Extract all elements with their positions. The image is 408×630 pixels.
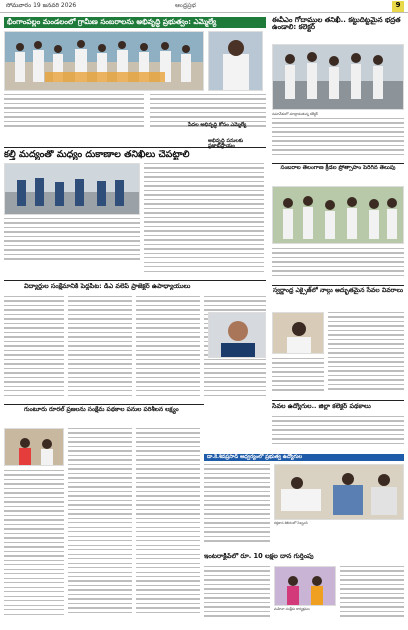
- story4-col1: [4, 296, 64, 404]
- headline-8: గుంటూరు రూరల్ ప్రజలను సంక్షేమ పథకాల పనుల పరిశీలన లక్ష్యం: [24, 406, 179, 413]
- blood-donation-image: [275, 465, 404, 520]
- rural-meeting-image: [5, 429, 64, 466]
- divider: [272, 285, 404, 286]
- sports-event-image: [273, 187, 404, 244]
- headline-9: డా.కె.శివప్రసాద్ ఆధ్వర్యంలో ప్రభుత్వ ఉద్యోగుల: [204, 454, 404, 461]
- story3-photo: [4, 163, 140, 215]
- story9-photo: [274, 464, 404, 520]
- story4-col3: [136, 296, 200, 404]
- headline-1: భీంగాంపల్లం మండలంలో గ్రామీణ సంబరాలను అభివృద్ధి ప్రభుత్వం: ఎమ్మెల్యే: [4, 17, 266, 28]
- story6-col1: [272, 358, 324, 398]
- story6-photo: [272, 312, 324, 354]
- story1-photo-2: [208, 31, 263, 91]
- story1-body: [4, 94, 144, 134]
- issue-date: సోమవారం 19 జనవరి 2026: [6, 2, 77, 9]
- headline-6: స్వర్ణాంధ్ర ఎక్సైజ్‌లో నాల్గు అద్భుతమైన సేవల వివరాలు: [273, 287, 403, 294]
- headline-12: పేదల అభివృద్ధి కోసం ఎమ్మెల్యే: [188, 122, 247, 128]
- women-welfare-image: [275, 567, 336, 606]
- page-number: 9: [392, 1, 404, 12]
- story5-photo: [272, 186, 404, 244]
- story6-col2: [328, 312, 404, 398]
- story1-photo: [4, 31, 204, 91]
- headline-4: విద్యార్థుల సంక్షేమానికి పెద్దపీట: డీఎ వలెప్ ప్రాజెక్టర్ ఉపాధ్యాయులు: [24, 283, 191, 290]
- story8-col1: [4, 470, 64, 626]
- story5-body: [272, 248, 404, 284]
- official-portrait-image: [209, 313, 266, 358]
- leader-photo-image: [209, 32, 263, 91]
- divider: [4, 280, 266, 281]
- story2-body: [272, 118, 404, 162]
- story7-body: [272, 416, 404, 452]
- paper-name: ఆంధ్రప్రభ: [175, 2, 196, 9]
- divider: [4, 404, 204, 405]
- shop-inspection-image: [5, 164, 140, 215]
- headline-5: సంబరాల తెలంగాణ క్రీడల ప్రోత్సాహం పెరిగిన తెలుపు: [280, 165, 396, 171]
- headline-11: అభివృద్ధి పనులకు ప్రజాభిప్రాయం: [208, 138, 244, 150]
- page-header: [0, 0, 408, 13]
- headline-7: సేవల ఉద్యోగుల.. జిల్లా కలెక్టర్ పథకాలు: [272, 403, 371, 410]
- caption-3: రక్తదాన శిబిరంలో సిబ్బంది: [274, 521, 308, 525]
- story10-photo: [274, 566, 336, 606]
- caption-2: సమావేశంలో మాట్లాడుతున్న కలెక్టర్: [272, 112, 318, 116]
- story2-photo: [272, 44, 404, 110]
- caption-4: మహిళా సంక్షేమ కార్యక్రమం: [274, 607, 310, 611]
- story8-col2: [68, 428, 132, 626]
- headline-3: కల్తీ మద్యంతో మధ్యం దుకాణాల తనిఖీలు చేపట్టాలి: [4, 150, 190, 160]
- story10-col3: [340, 566, 404, 626]
- evm-inspection-image: [273, 45, 404, 110]
- story9-col1: [204, 464, 270, 550]
- group-photo-image: [5, 32, 204, 91]
- excise-official-image: [273, 313, 324, 354]
- story4-col2: [68, 296, 132, 404]
- divider: [272, 400, 404, 401]
- portrait-photo: [208, 312, 266, 358]
- story10-col1: [204, 566, 270, 626]
- story3-body: [144, 163, 264, 281]
- story3-body-2: [4, 218, 140, 266]
- divider: [272, 163, 404, 164]
- headline-2: ఈవీఎం గోదాముల తనిఖీ.. కట్టుదిట్టమైన భద్రత ఉండాలి: కలెక్టర్: [272, 16, 401, 32]
- story8-col3: [136, 428, 200, 626]
- headline-10: ఇంటరాక్టివ్‌లో రూ. 10 లక్షల దాన గుర్తింపు: [204, 553, 314, 560]
- story8-photo: [4, 428, 64, 466]
